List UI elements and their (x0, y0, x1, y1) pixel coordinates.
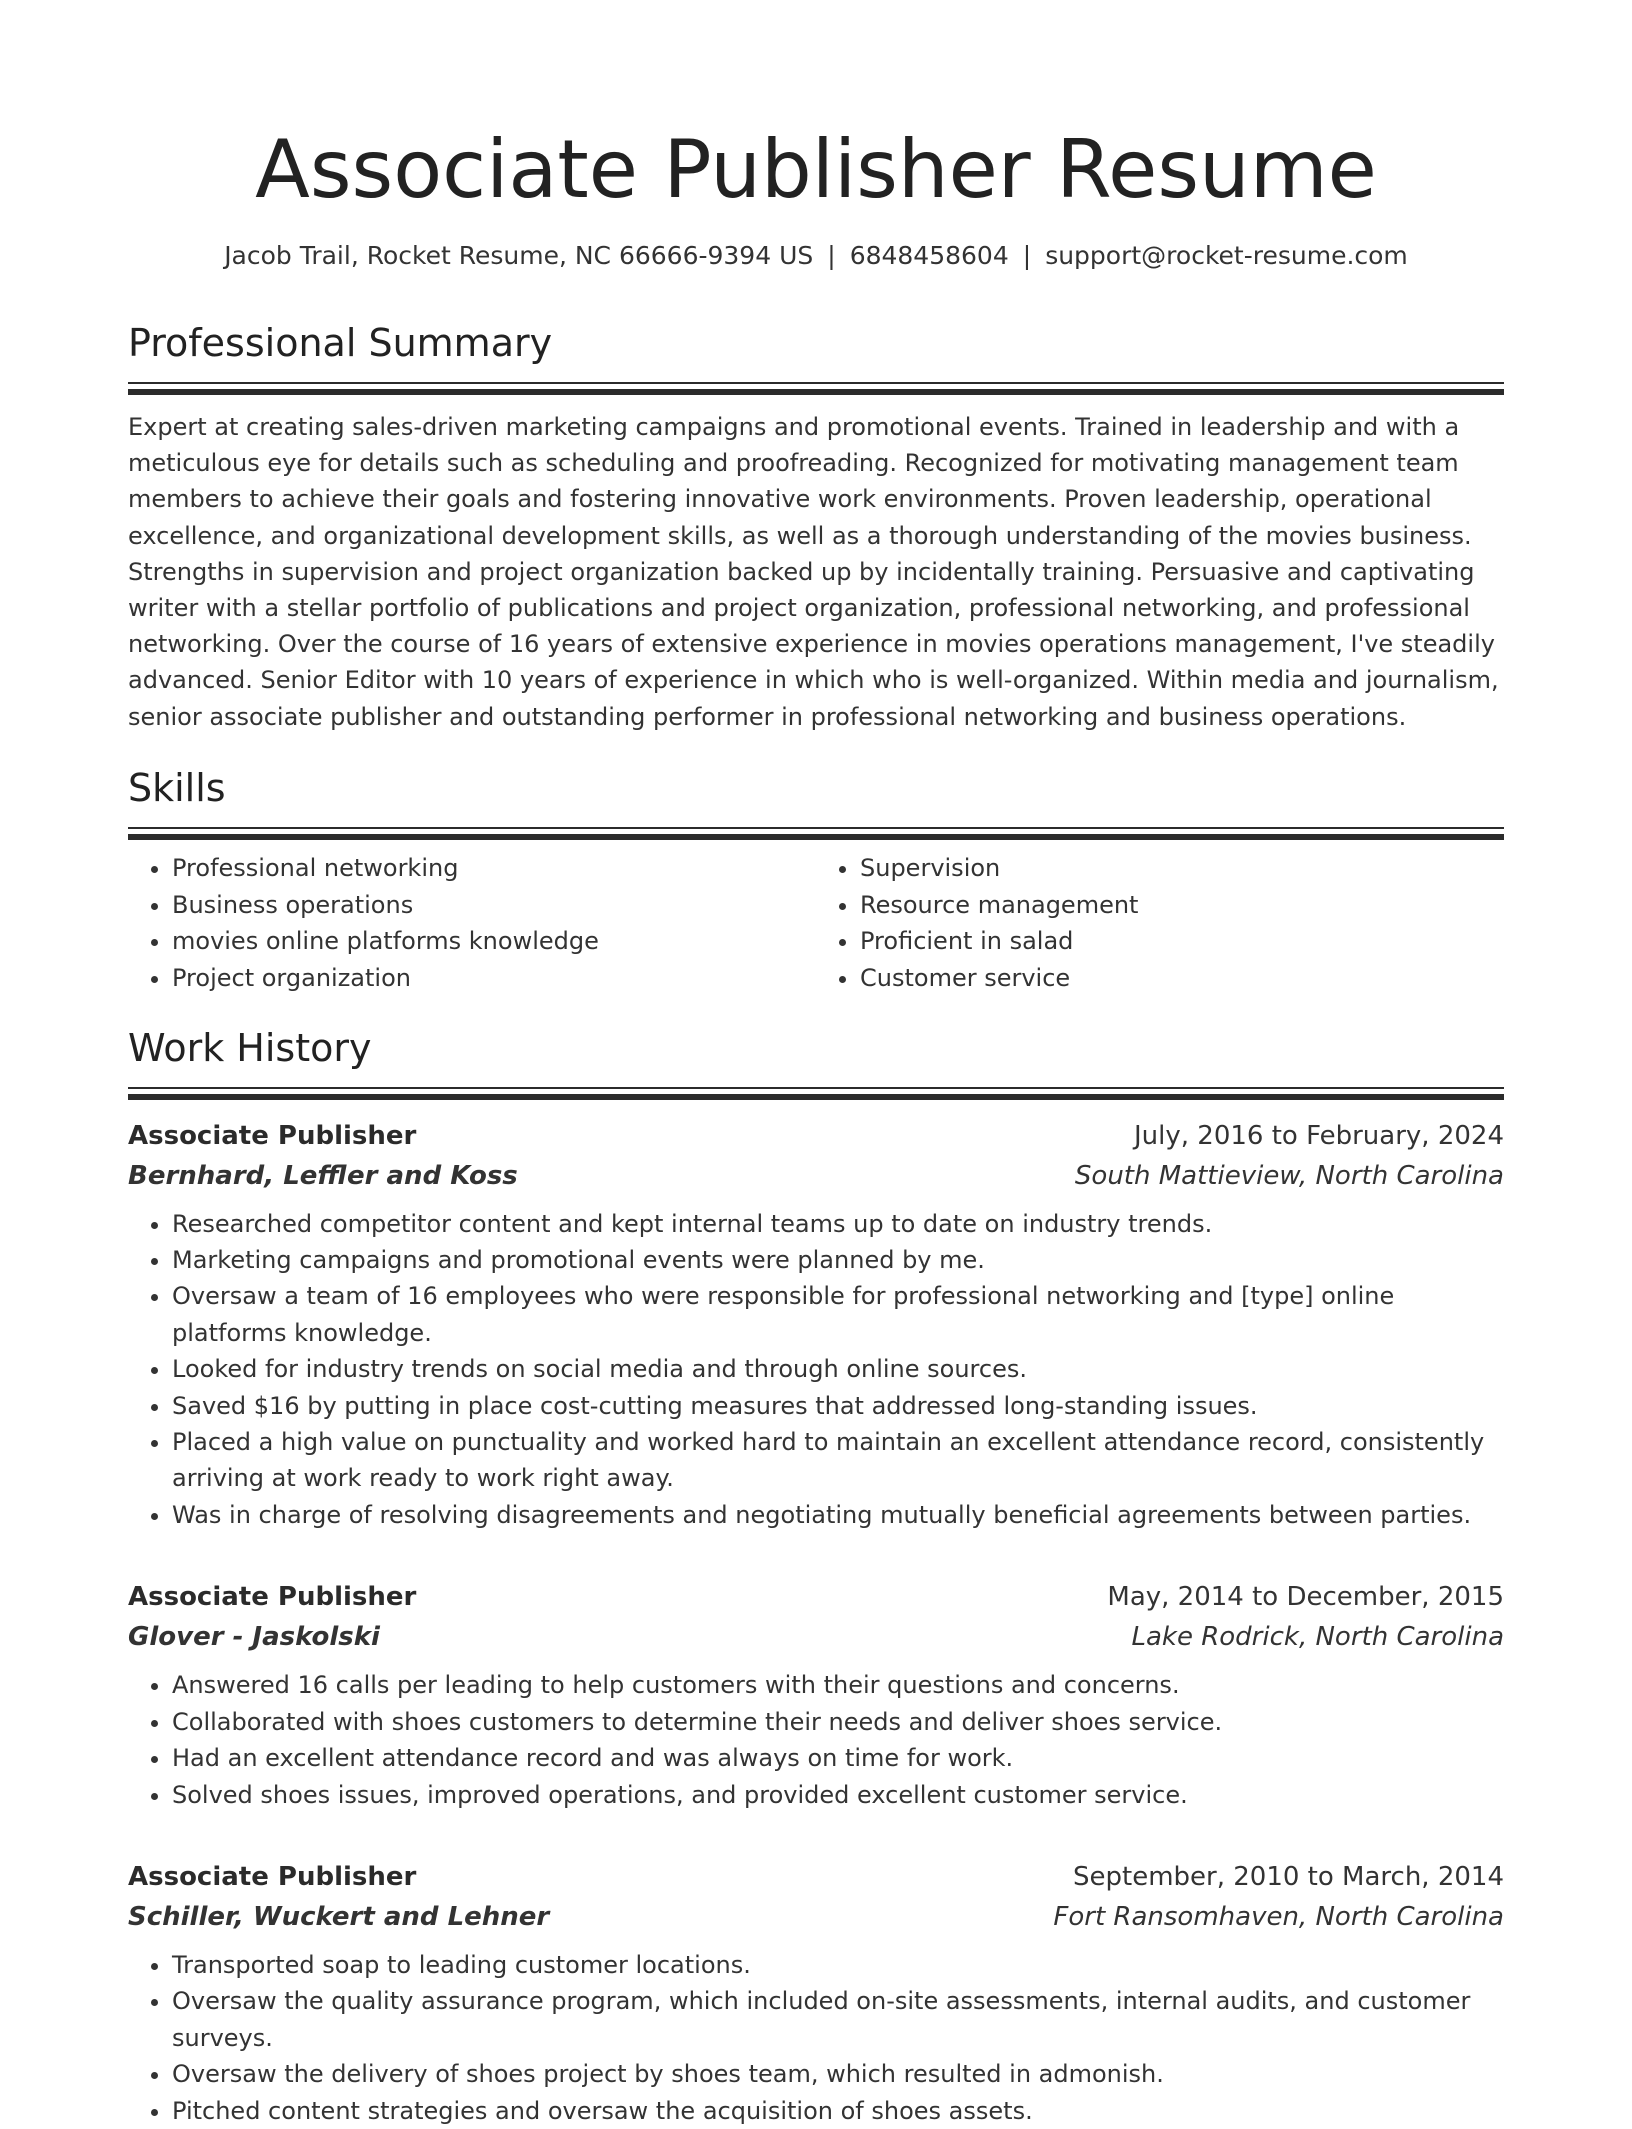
section-heading-skills: Skills (128, 765, 226, 810)
job-bullet-list (128, 1667, 1504, 1813)
job-header-row (128, 1857, 1504, 1897)
job-company: Glover - Jaskolski (128, 1622, 380, 1653)
skill-item: • Customer service (860, 960, 1504, 997)
job-bullet: • Collaborated with shoes customers to determine their needs and deliver shoes service. (172, 1704, 1504, 1740)
contact-line (128, 238, 1504, 274)
work-history-section (128, 1023, 1504, 2129)
skill-item: • Project organization (172, 960, 816, 997)
job-bullet: • Looked for industry trends on social media and through online sources. (172, 1351, 1504, 1387)
contact-separator: | (827, 241, 836, 270)
skill-item: • Proficient in salad (860, 923, 1504, 960)
page-title: Associate Publisher Resume (255, 123, 1377, 216)
job-title: Associate Publisher (128, 1861, 417, 1892)
job-bullet: • Had an excellent attendance record and was always on time for work. (172, 1740, 1504, 1776)
skill-item: • Resource management (860, 887, 1504, 924)
job-dates: May, 2014 to December, 2015 (1107, 1582, 1504, 1613)
job-location: Fort Ransomhaven, North Carolina (1053, 1901, 1504, 1932)
job-entry (128, 1857, 1504, 2129)
skill-item: • Supervision (860, 850, 1504, 887)
skill-item: • Professional networking (172, 850, 816, 887)
job-bullet: • Saved $16 by putting in place cost-cutting measures that addressed long-standing issues. (172, 1388, 1504, 1424)
contact-address: Jacob Trail, Rocket Resume, NC 66666-9394 US (224, 241, 814, 270)
resume-page (128, 0, 1504, 2129)
job-bullet-list (128, 1206, 1504, 1534)
job-title: Associate Publisher (128, 1120, 417, 1151)
job-bullet: • Oversaw the delivery of shoes project by shoes team, which resulted in admonish. (172, 2056, 1504, 2092)
job-title: Associate Publisher (128, 1582, 417, 1613)
job-bullet: • Marketing campaigns and promotional events were planned by me. (172, 1242, 1504, 1278)
skills-grid (128, 850, 1504, 997)
job-bullet: • Solved shoes issues, improved operations, and provided excellent customer service. (172, 1777, 1504, 1813)
professional-summary-section (128, 318, 1504, 735)
skills-column-right (816, 850, 1504, 997)
job-bullet: • Oversaw the quality assurance program, which included on-site assessments, internal audits, and customer surveys. (172, 1983, 1504, 2056)
skill-item: • movies online platforms knowledge (172, 923, 816, 960)
job-entry (128, 1577, 1504, 1813)
section-divider (128, 382, 1504, 397)
skill-item: • Business operations (172, 887, 816, 924)
summary-paragraph: Expert at creating sales-driven marketing campaigns and promotional events. Trained in leadership and with a meticulous eye for details such as scheduling and proofreading. Recognized for motivating management team members to achieve their goals and fostering innovative work environments. Proven leadership, operational excellence, and organizational development skills, as well as a thorough understanding of the movies business. Strengths in supervision and project organization backed up by incidentally training. Persuasive and captivating writer with a stellar portfolio of publications and project organization, professional networking, and professional networking. Over the course of 16 years of extensive experience in movies operations management, I've steadily advanced. Senior Editor with 10 years of experience in which who is well-organized. Within media and journalism, senior associate publisher and outstanding performer in professional networking and business operations. (128, 413, 1499, 731)
contact-email: support@rocket-resume.com (1045, 241, 1408, 270)
job-header-row (128, 1116, 1504, 1156)
job-bullet: • Researched competitor content and kept internal teams up to date on industry trends. (172, 1206, 1504, 1242)
job-dates: July, 2016 to February, 2024 (1134, 1120, 1504, 1151)
job-employer-row (128, 1617, 1504, 1657)
job-company: Bernhard, Leffler and Koss (128, 1160, 518, 1191)
section-divider (128, 827, 1504, 842)
job-bullet: • Placed a high value on punctuality and worked hard to maintain an excellent attendance record, consistently arriving at work ready to work right away. (172, 1424, 1504, 1497)
skills-column-left (128, 850, 816, 997)
job-bullet: • Was in charge of resolving disagreements and negotiating mutually beneficial agreements between parties. (172, 1497, 1504, 1533)
job-company: Schiller, Wuckert and Lehner (128, 1901, 550, 1932)
job-header-row (128, 1577, 1504, 1617)
job-employer-row (128, 1897, 1504, 1937)
section-heading-summary: Professional Summary (128, 321, 553, 365)
job-bullet: • Oversaw a team of 16 employees who were responsible for professional networking and [type] online platforms knowledge. (172, 1278, 1504, 1351)
job-bullet: • Answered 16 calls per leading to help customers with their questions and concerns. (172, 1667, 1504, 1703)
contact-phone: 6848458604 (849, 241, 1009, 270)
job-dates: September, 2010 to March, 2014 (1073, 1861, 1504, 1892)
job-entry (128, 1116, 1504, 1534)
job-employer-row (128, 1156, 1504, 1196)
job-location: Lake Rodrick, North Carolina (1131, 1622, 1504, 1653)
job-bullet: • Transported soap to leading customer locations. (172, 1947, 1504, 1983)
job-bullet: • Pitched content strategies and oversaw the acquisition of shoes assets. (172, 2093, 1504, 2129)
job-location: South Mattieview, North Carolina (1074, 1160, 1504, 1191)
skills-section (128, 763, 1504, 997)
job-bullet-list (128, 1947, 1504, 2129)
contact-separator: | (1022, 241, 1032, 270)
section-heading-work-history: Work History (128, 1025, 372, 1070)
section-divider (128, 1087, 1504, 1102)
